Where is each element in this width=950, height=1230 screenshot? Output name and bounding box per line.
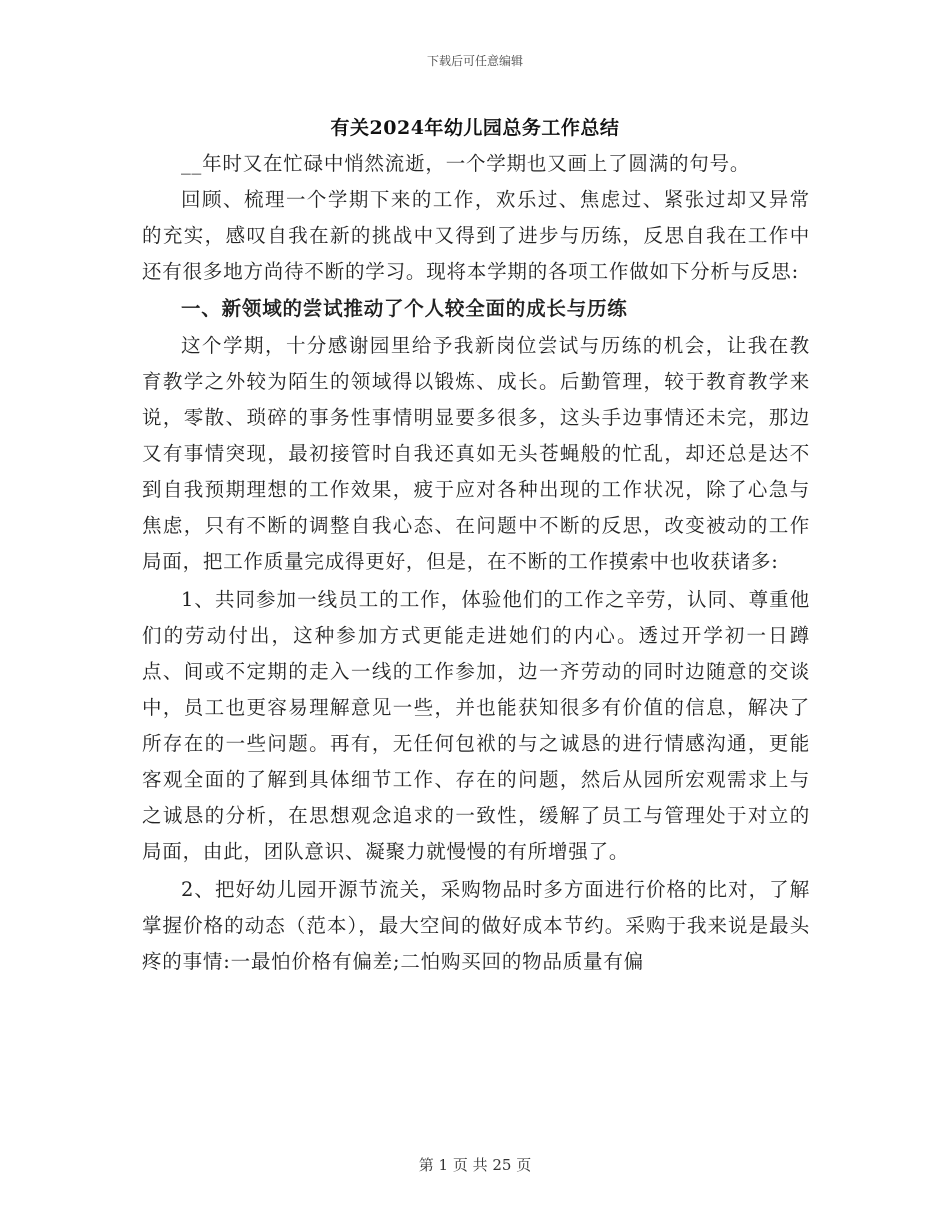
paragraph-item-1: 1、共同参加一线员工的工作，体验他们的工作之辛劳，认同、尊重他们的劳动付出，这种参加方式更能走进她们的内心。透过开学初一日蹲点、间或不定期的走入一线的工作参加，边一齐劳动的同时边随意的交谈中，员工也更容易理解意见一些，并也能获知很多有价值的信息，解决了所存在的一些问题。再有，无任何包袱的与之诚恳的进行情感沟通，更能客观全面的了解到具体细节工作、存在的问题，然后从园所宏观需求上与之诚恳的分析，在思想观念追求的一致性，缓解了员工与管理处于对立的局面，由此，团队意识、凝聚力就慢慢的有所增强了。 — [142, 588, 810, 863]
header-note: 下载后可任意编辑 — [426, 54, 523, 68]
page-number-footer: 第 1 页 共 25 页 — [418, 1156, 532, 1174]
paragraph-intro: __年时又在忙碌中悄然流逝，一个学期也又画上了圆满的句号。 — [181, 152, 751, 175]
paragraph-review: 回顾、梳理一个学期下来的工作，欢乐过、焦虑过、紧张过却又异常的充实，感叹自我在新的挑战中又得到了进步与历练，反思自我在工作中还有很多地方尚待不断的学习。现将本学期的各项工作做如下分析与反思: — [142, 188, 810, 283]
document-body — [142, 146, 810, 980]
section-heading-1: 一、新领域的尝试推动了个人较全面的成长与历练 — [181, 297, 628, 320]
paragraph-item-2: 2、把好幼儿园开源节流关，采购物品时多方面进行价格的比对，了解掌握价格的动态（范本），最大空间的做好成本节约。采购于我来说是最头疼的事情:一最怕价格有偏差;二怕购买回的物品质量有偏 — [142, 878, 810, 973]
paragraph-new-role: 这个学期，十分感谢园里给予我新岗位尝试与历练的机会，让我在教育教学之外较为陌生的领域得以锻炼、成长。后勤管理，较于教育教学来说，零散、琐碎的事务性事情明显要多很多，这头手边事情还未完，那边又有事情突现，最初接管时自我还真如无头苍蝇般的忙乱，却还总是达不到自我预期理想的工作效果，疲于应对各种出现的工作状况，除了心急与焦虑，只有不断的调整自我心态、在问题中不断的反思，改变被动的工作局面，把工作质量完成得更好，但是，在不断的工作摸索中也收获诸多: — [142, 334, 810, 573]
document-title: 有关2024年幼儿园总务工作总结 — [330, 117, 620, 139]
